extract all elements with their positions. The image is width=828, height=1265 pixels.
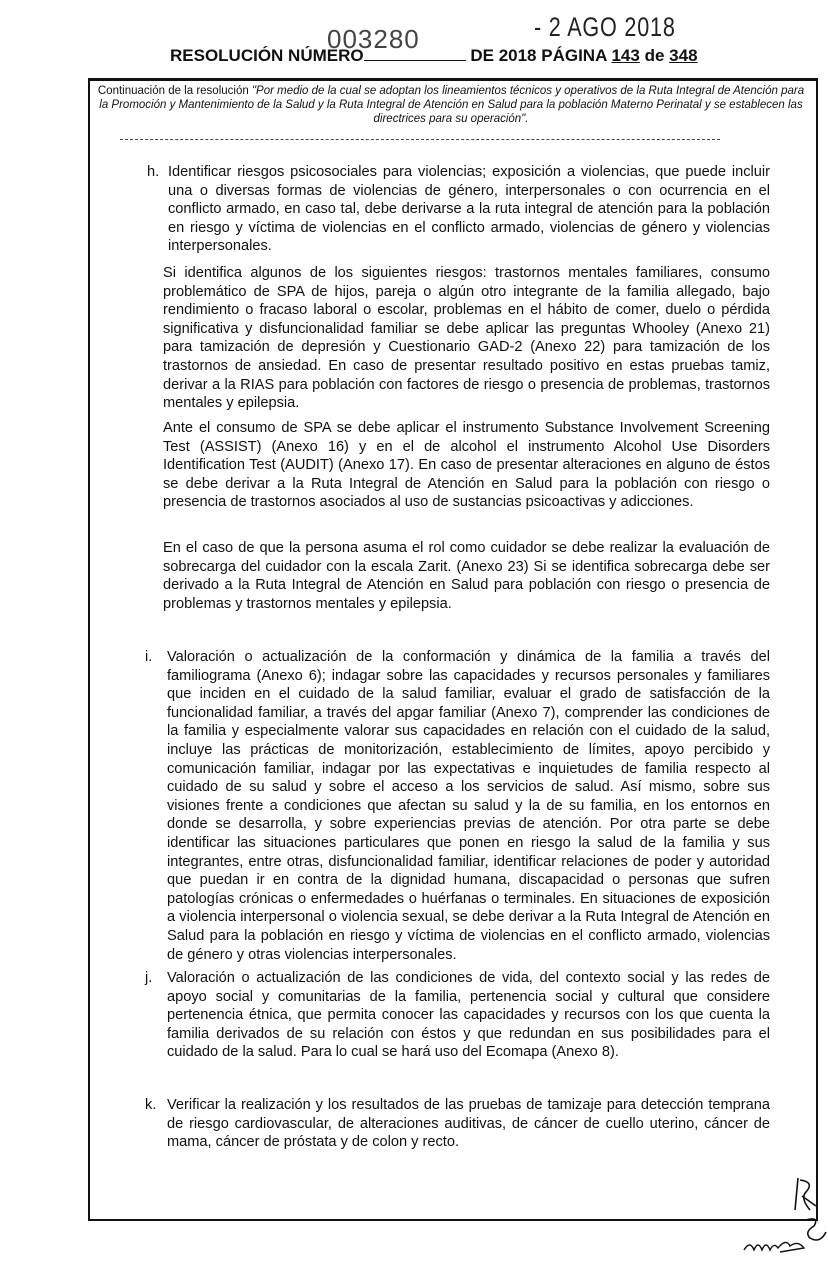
page-current: 143 (611, 46, 640, 65)
continuation-quote: "Por medio de la cual se adoptan los lineamientos técnicos y operativos de la Ruta Integral de Atención para la Promoción y Mantenimiento de la Salud y la Ruta Integral de Atención en Salud para la población Materno Perinatal y se establecen las directrices para su operación". (99, 85, 805, 125)
item-i-label: i. (145, 649, 153, 665)
header-prefix: RESOLUCIÓN NÚMERO (170, 46, 364, 65)
resolution-number-stamp: 003280 (327, 24, 420, 54)
date-stamp: - 2 AGO 2018 (534, 12, 676, 42)
page-total: 348 (669, 46, 698, 65)
header-mid: DE 2018 PÁGINA (470, 46, 607, 65)
continuation-note (95, 84, 807, 126)
item-k-text: Verificar la realización y los resultados de las pruebas de tamizaje para detección temprana de riesgo cardiovascular, de alteraciones auditivas, de cáncer de cuello uterino, cáncer de mama, cáncer de próstata y de colon y recto. (167, 1097, 770, 1151)
handwritten-initials-signature (740, 1170, 828, 1265)
page-sep: de (644, 46, 665, 65)
item-h-paragraph-4: En el caso de que la persona asuma el rol como cuidador se debe realizar la evaluación de sobrecarga del cuidador con la escala Zarit. (Anexo 23) Si se identifica sobrecarga debe ser derivado a la Ruta Integral de Atención en Salud para población con riesgo o presencia de problemas y trastornos mentales y epilepsia. (163, 540, 770, 612)
item-j-label: j. (145, 970, 153, 986)
number-blank (364, 46, 466, 61)
item-h-text: Identificar riesgos psicosociales para violencias; exposición a violencias, que puede incluir una o diversas formas de violencias de género, interpersonales o con ocurrencia en el conflicto armado, en caso tal, debe derivarse a la ruta integral de atención para la población en riesgo y víctima de violencias en el conflicto armado, violencias de género y violencias interpersonales. (168, 164, 770, 255)
item-h-paragraph-2: Si identifica algunos de los siguientes riesgos: trastornos mentales familiares, consumo problemático de SPA de hijos, pareja o algún otro integrante de la familia allegado, bajo rendimiento o fracaso laboral o escolar, problemas en el hábito de comer, duelo o pérdida significativa y disfuncionalidad familiar se debe aplicar las preguntas Whooley (Anexo 21) para tamización de depresión y Cuestionario GAD-2 (Anexo 22) para tamización de los trastornos de ansiedad. En caso de presentar resultado positivo en estas pruebas tamiz, derivar a la RIAS para población con factores de riesgo o presencia de problemas, trastornos mentales y epilepsia. (163, 265, 770, 412)
item-j-text: Valoración o actualización de las condiciones de vida, del contexto social y las redes de apoyo social y comunitarias de la familia, pertenencia social y cultural que considere pertenencia étnica, que permita conocer las capacidades y recursos con los que cuenta la familia derivados de su relación con éstos y que redundan en sus posibilidades para el cuidado de la salud. Para lo cual se hará uso del Ecomapa (Anexo 8). (167, 970, 770, 1061)
page-header (170, 46, 698, 66)
item-k-label: k. (145, 1097, 157, 1113)
continuation-lead: Continuación de la resolución (97, 85, 252, 97)
divider (120, 139, 720, 140)
item-h-label: h. (147, 164, 160, 180)
item-i-text: Valoración o actualización de la conformación y dinámica de la familia a través del familiograma (Anexo 6); indagar sobre las capacidades y recursos personales y familiares que inciden en el cuidado de la salud familiar, evaluar el grado de satisfacción de la funcionalidad familiar, a través del apgar familiar (Anexo 7), comprender las condiciones de la familia y especialmente valorar sus capacidades en relación con el cuidado de la salud, incluye las prácticas de monitorización, establecimiento de límites, apoyo percibido y comunicación familiar, indagar por las expectativas e inquietudes de familia respecto al cuidado de su salud y sobre el acceso a los servicios de salud. Así mismo, sobre sus visiones frente a condiciones que afectan su salud y la de su familia, en los entornos en donde se desarrolla, y sobre experiencias previas de atención. Por otra parte se debe identificar las situaciones particulares que ponen en riesgo la salud de la familia y sus integrantes, entre otras, disfuncionalidad familiar, identificar relaciones de poder y autoridad que puedan ir en contra de la dignidad humana, discapacidad o personas que sufren patologías crónicas o enfermedades o huérfanas o terminales. En situaciones de exposición a violencia interpersonal o violencia sexual, se debe derivar a la Ruta Integral de Atención en Salud para la población en riesgo y víctima de violencias en el conflicto armado, violencias de género y otras violencias interpersonales. (167, 649, 770, 963)
item-h-paragraph-3: Ante el consumo de SPA se debe aplicar el instrumento Substance Involvement Screening Test (ASSIST) (Anexo 16) y en el de alcohol el instrumento Alcohol Use Disorders Identification Test (AUDIT) (Anexo 17). En caso de presentar alteraciones en alguno de éstos se debe derivar a la Ruta Integral de Atención en Salud para la población con riesgo o presencia de trastornos asociados al uso de sustancias psicoactivas y adicciones. (163, 420, 770, 511)
